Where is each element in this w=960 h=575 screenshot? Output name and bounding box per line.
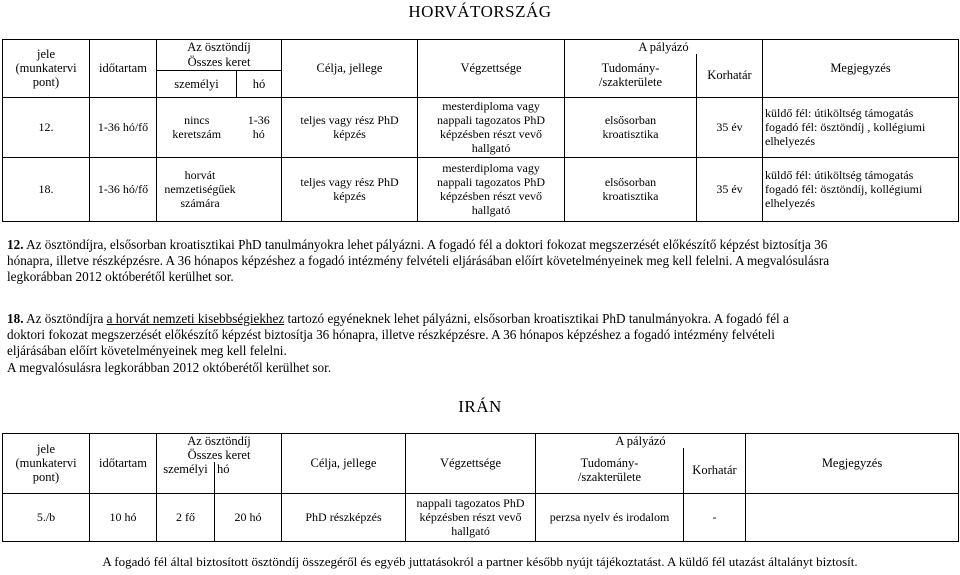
header-osszes-keret: Összes keret xyxy=(157,54,282,70)
row12-ho: 1-36 hó xyxy=(237,97,282,157)
iran-row-ho: 20 hó xyxy=(215,493,282,541)
row12-celja: teljes vagy rész PhD képzés xyxy=(282,97,418,157)
row18-vegzettsege: mesterdiploma vagy nappali tagozatos PhD képzésben részt vevő hallgató xyxy=(418,157,565,221)
row18-korhatar: 35 év xyxy=(697,157,763,221)
iran-row-vegzettsege: nappali tagozatos PhD képzésben részt vevő hallgató xyxy=(406,493,536,541)
iran-row-idotartam: 10 hó xyxy=(90,493,157,541)
header-megjegyzes: Megjegyzés xyxy=(763,40,959,98)
paragraph-18: 18. Az ösztöndíjra a horvát nemzeti kisebbségiekhez tartozó egyéneknek lehet pályázni, elsősorban kroatisztikai PhD tanulmányokra. A fogadó fél a doktori fokozat megszerzését előkészítő képzést biztosítja 36 hónapra, illetve részképzésre. A 36 hónapos képzéshez a fogadó intézmény felvételi eljárásában előírt követelményeinek meg kell felelni. A megvalósulásra legkorábban 2012 októberétől kerülhet sor. xyxy=(7,311,789,375)
country-title-croatia: HORVÁTORSZÁG xyxy=(408,2,552,21)
iran-row-szemelyi: 2 fő xyxy=(157,493,215,541)
iran-row-tudomany: perzsa nyelv és irodalom xyxy=(536,493,684,541)
iran-header-ho: hó xyxy=(215,462,282,493)
country-title-iran: IRÁN xyxy=(458,397,502,416)
iran-header-osztondij: Az ösztöndíj xyxy=(157,434,282,449)
header-jele: jele (munkatervi pont) xyxy=(3,40,90,98)
header-osztondij: Az ösztöndíj xyxy=(157,40,282,55)
iran-header-osszes-keret: Összes keret xyxy=(157,448,282,462)
footer-note: A fogadó fél által biztosított ösztöndíj összegéről és egyéb juttatásokról a partner később nyújt tájékoztatást. A küldő fél utazást általányt biztosít. xyxy=(102,554,858,569)
iran-header-szemelyi: személyi xyxy=(157,462,215,493)
iran-header-a-palyazo: A pályázó xyxy=(536,434,746,449)
row12-tudomany: elsősorban kroatisztika xyxy=(565,97,697,157)
header-idotartam: időtartam xyxy=(90,40,157,98)
iran-row-korhatar: - xyxy=(684,493,746,541)
iran-row-celja: PhD részképzés xyxy=(282,493,406,541)
row12-korhatar: 35 év xyxy=(697,97,763,157)
header-celja: Célja, jellege xyxy=(282,40,418,98)
iran-header-korhatar: Korhatár xyxy=(684,448,746,493)
row18-idotartam: 1-36 hó/fő xyxy=(90,157,157,221)
row12-megjegyzes: küldő fél: útiköltség támogatás fogadó fél: ösztöndíj , kollégiumi elhelyezés xyxy=(763,97,959,157)
row12-jele: 12. xyxy=(3,97,90,157)
header-a-palyazo: A pályázó xyxy=(565,40,763,55)
header-szemelyi: személyi xyxy=(157,70,237,97)
row18-tudomany: elsősorban kroatisztika xyxy=(565,157,697,221)
underlined-phrase: a horvát nemzeti kisebbségiekhez xyxy=(106,311,285,326)
row18-jele: 18. xyxy=(3,157,90,221)
header-vegzettsege: Végzettsége xyxy=(418,40,565,98)
iran-header-megjegyzes: Megjegyzés xyxy=(746,434,959,494)
header-ho: hó xyxy=(237,70,282,97)
iran-header-jele: jele (munkatervi pont) xyxy=(3,434,90,494)
croatia-table xyxy=(2,39,959,222)
row12-szemelyi: nincs keretszám xyxy=(157,97,237,157)
iran-row-jele: 5./b xyxy=(3,493,90,541)
iran-header-celja: Célja, jellege xyxy=(282,434,406,494)
iran-table xyxy=(2,433,959,542)
iran-header-idotartam: időtartam xyxy=(90,434,157,494)
row18-megjegyzes: küldő fél: útiköltség támogatás fogadó fél: ösztöndíj, kollégiumi elhelyezés xyxy=(763,157,959,221)
row12-vegzettsege: mesterdiploma vagy nappali tagozatos PhD képzésben részt vevő hallgató xyxy=(418,97,565,157)
iran-header-vegzettsege: Végzettsége xyxy=(406,434,536,494)
iran-row-megjegyzes xyxy=(746,493,959,541)
row18-szemelyi: horvát nemzetiségűek számára xyxy=(157,157,282,221)
row12-idotartam: 1-36 hó/fő xyxy=(90,97,157,157)
header-korhatar: Korhatár xyxy=(697,54,763,97)
row18-celja: teljes vagy rész PhD képzés xyxy=(282,157,418,221)
paragraph-12: 12. Az ösztöndíjra, elsősorban kroatisztikai PhD tanulmányokra lehet pályázni. A fogadó fél a doktori fokozat megszerzését előkészítő képzést biztosítja 36 hónapra, illetve részképzésre. A 36 hónapos képzéshez a fogadó intézmény felvételi eljárásában előírt követelményeinek meg kell felelni. A megvalósulásra legkorábban 2012 októberétől kerülhet sor. xyxy=(7,237,830,285)
header-tudomany: Tudomány- /szakterülete xyxy=(565,54,697,97)
iran-header-tudomany: Tudomány- /szakterülete xyxy=(536,448,684,493)
